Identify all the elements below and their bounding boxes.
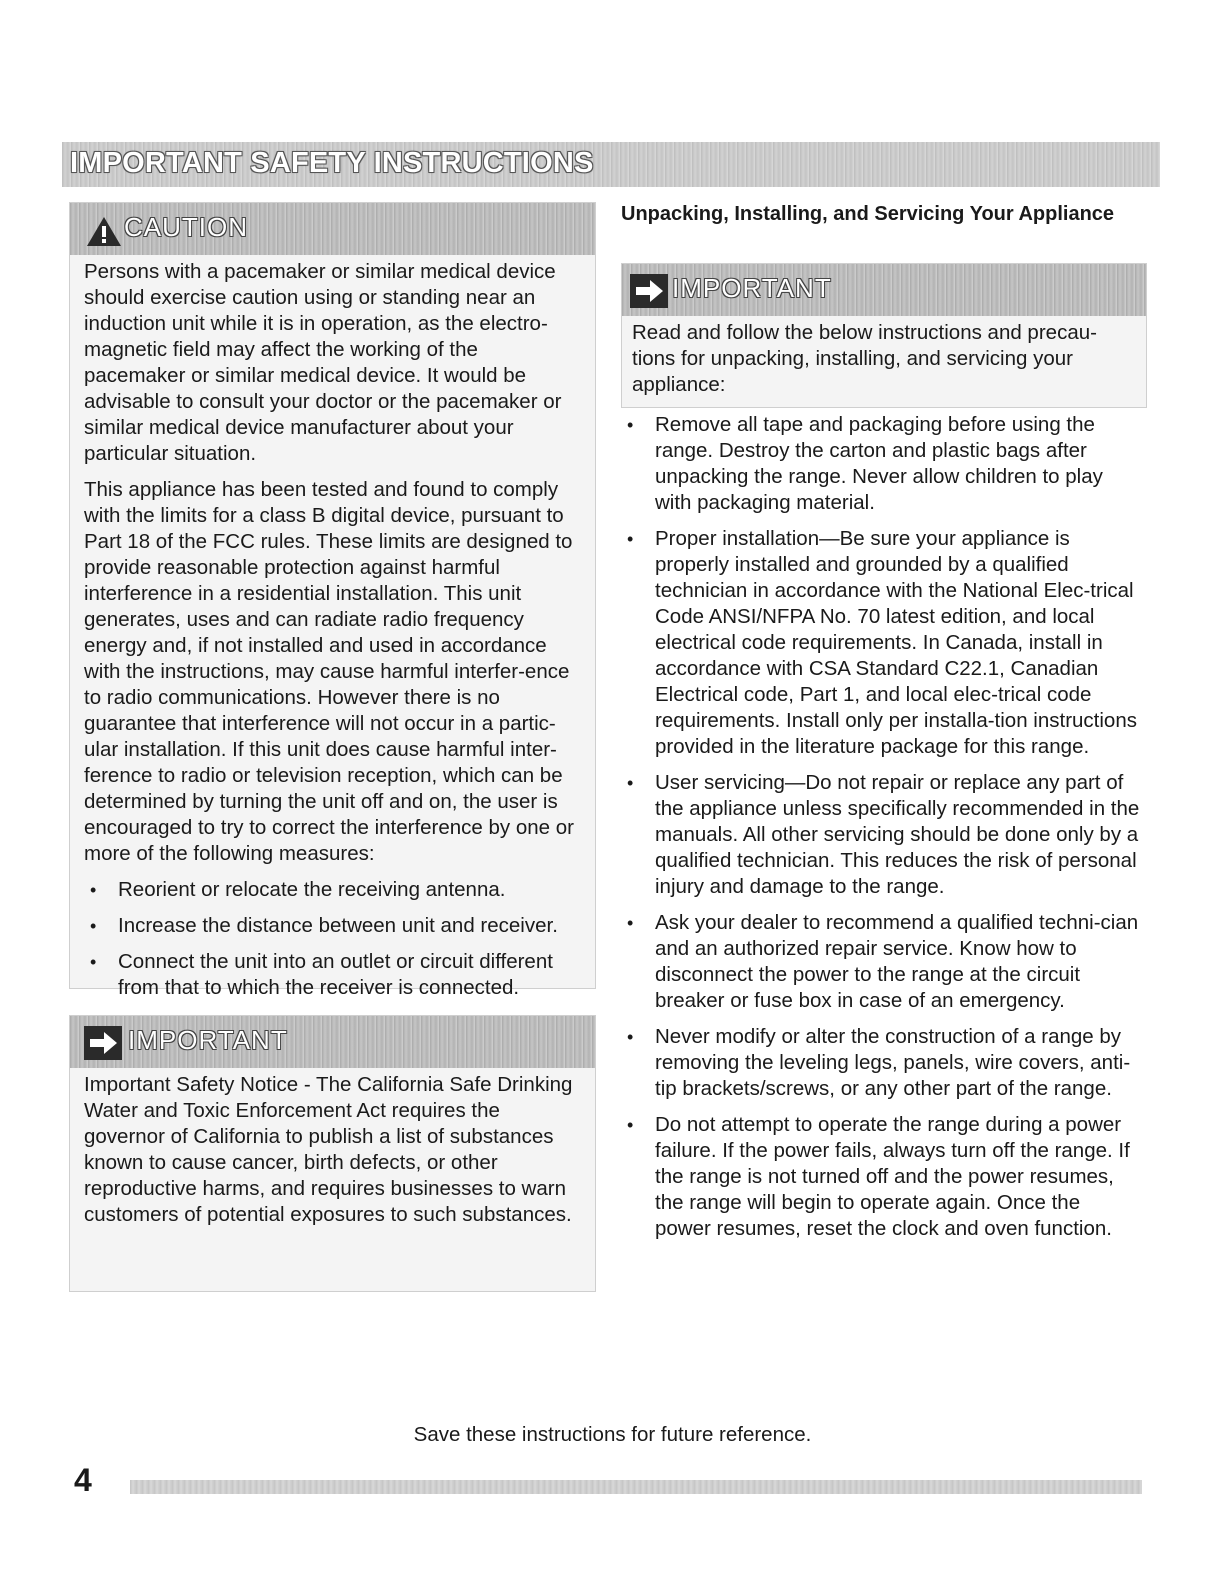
caution-header xyxy=(70,203,595,255)
list-item: • Reorient or relocate the receiving antenna. xyxy=(84,877,581,903)
section-heading: Unpacking, Installing, and Servicing Your Appliance xyxy=(621,203,1115,225)
caution-heading: CAUTION xyxy=(124,212,248,242)
list-item: • Increase the distance between unit and receiver. xyxy=(84,913,581,939)
list-item: • Never modify or alter the construction of a range by removing the leveling legs, panels, wire covers, anti-tip brackets/screws, or any other part of the range. xyxy=(621,1024,1141,1102)
important-text-left: Important Safety Notice - The California Safe Drinking Water and Toxic Enforcement Act requires the governor of California to publish a list of substances known to cause cancer, birth defects, or other reproductive harms, and requires businesses to warn customers of potential exposures to such substances. xyxy=(84,1073,573,1226)
important-heading-right: IMPORTANT xyxy=(672,273,832,303)
list-item: • Connect the unit into an outlet or circuit different from that to which the receiver is connected. xyxy=(84,949,581,1001)
important-text-right: Read and follow the below instructions and precau-tions for unpacking, installing, and servicing your appliance: xyxy=(632,321,1097,396)
list-item: • Proper installation—Be sure your appliance is properly installed and grounded by a qualified technician in accordance with the National Elec-trical Code ANSI/NFPA No. 70 latest edition, and local electrical code requirements. In Canada, install in accordance with CSA Standard C22.1, Canadian Electrical code, Part 1, and local elec-trical code requirements. Install only per installa-tion instructions provided in the literature package for this range. xyxy=(621,526,1141,760)
page-number: 4 xyxy=(74,1462,92,1498)
list-item: • User servicing—Do not repair or replace any part of the appliance unless specifically recommended in the manuals. All other servicing should be done only by a qualified technician. This reduces the risk of personal injury and damage to the range. xyxy=(621,770,1141,900)
arrow-right-icon xyxy=(84,1026,122,1060)
title-banner xyxy=(62,142,1160,187)
right-bullet-list xyxy=(621,412,1141,1252)
caution-bullet-list xyxy=(84,877,581,1001)
caution-box xyxy=(69,202,596,999)
important-header-right xyxy=(622,264,1146,316)
footer-divider xyxy=(130,1480,1142,1494)
warning-icon xyxy=(86,215,122,247)
important-header-left xyxy=(70,1016,595,1068)
important-box-right xyxy=(621,263,1147,408)
caution-paragraph: Persons with a pacemaker or similar medical device should exercise caution using or standing near an induction unit while it is in operation, as the electro-magnetic field may affect the working of the pacemaker or similar medical device. It would be advisable to consult your doctor or the pacemaker or similar medical device manufacturer about your particular situation. xyxy=(84,260,562,465)
list-item: • Remove all tape and packaging before using the range. Destroy the carton and plastic bags after unpacking the range. Never allow children to play with packaging material. xyxy=(621,412,1141,516)
caution-paragraph: This appliance has been tested and found to comply with the limits for a class B digital device, pursuant to Part 18 of the FCC rules. These limits are designed to provide reasonable protection against harmful interference in a residential installation. This unit generates, uses and can radiate radio frequency energy and, if not installed and used in accordance with the instructions, may cause harmful interfer-ence to radio communications. However there is no guarantee that interference will not occur in a partic-ular installation. If this unit does cause harmful inter-ference to radio or television reception, which can be determined by turning the unit off and on, the user is encouraged to try to correct the interference by one or more of the following measures: xyxy=(84,478,574,865)
page-title: IMPORTANT SAFETY INSTRUCTIONS xyxy=(70,147,594,179)
arrow-right-icon xyxy=(630,274,668,308)
footer-note: Save these instructions for future reference. xyxy=(413,1423,812,1446)
list-item: • Do not attempt to operate the range during a power failure. If the power fails, always turn off the range. If the range is not turned off and the power resumes, the range will begin to operate again. Once the power resumes, reset the clock and oven function. xyxy=(621,1112,1141,1242)
important-heading-left: IMPORTANT xyxy=(128,1025,288,1055)
important-box-left xyxy=(69,1015,596,1292)
list-item: • Ask your dealer to recommend a qualified techni-cian and an authorized repair service. Know how to disconnect the power to the range at the circuit breaker or fuse box in case of an emergency. xyxy=(621,910,1141,1014)
